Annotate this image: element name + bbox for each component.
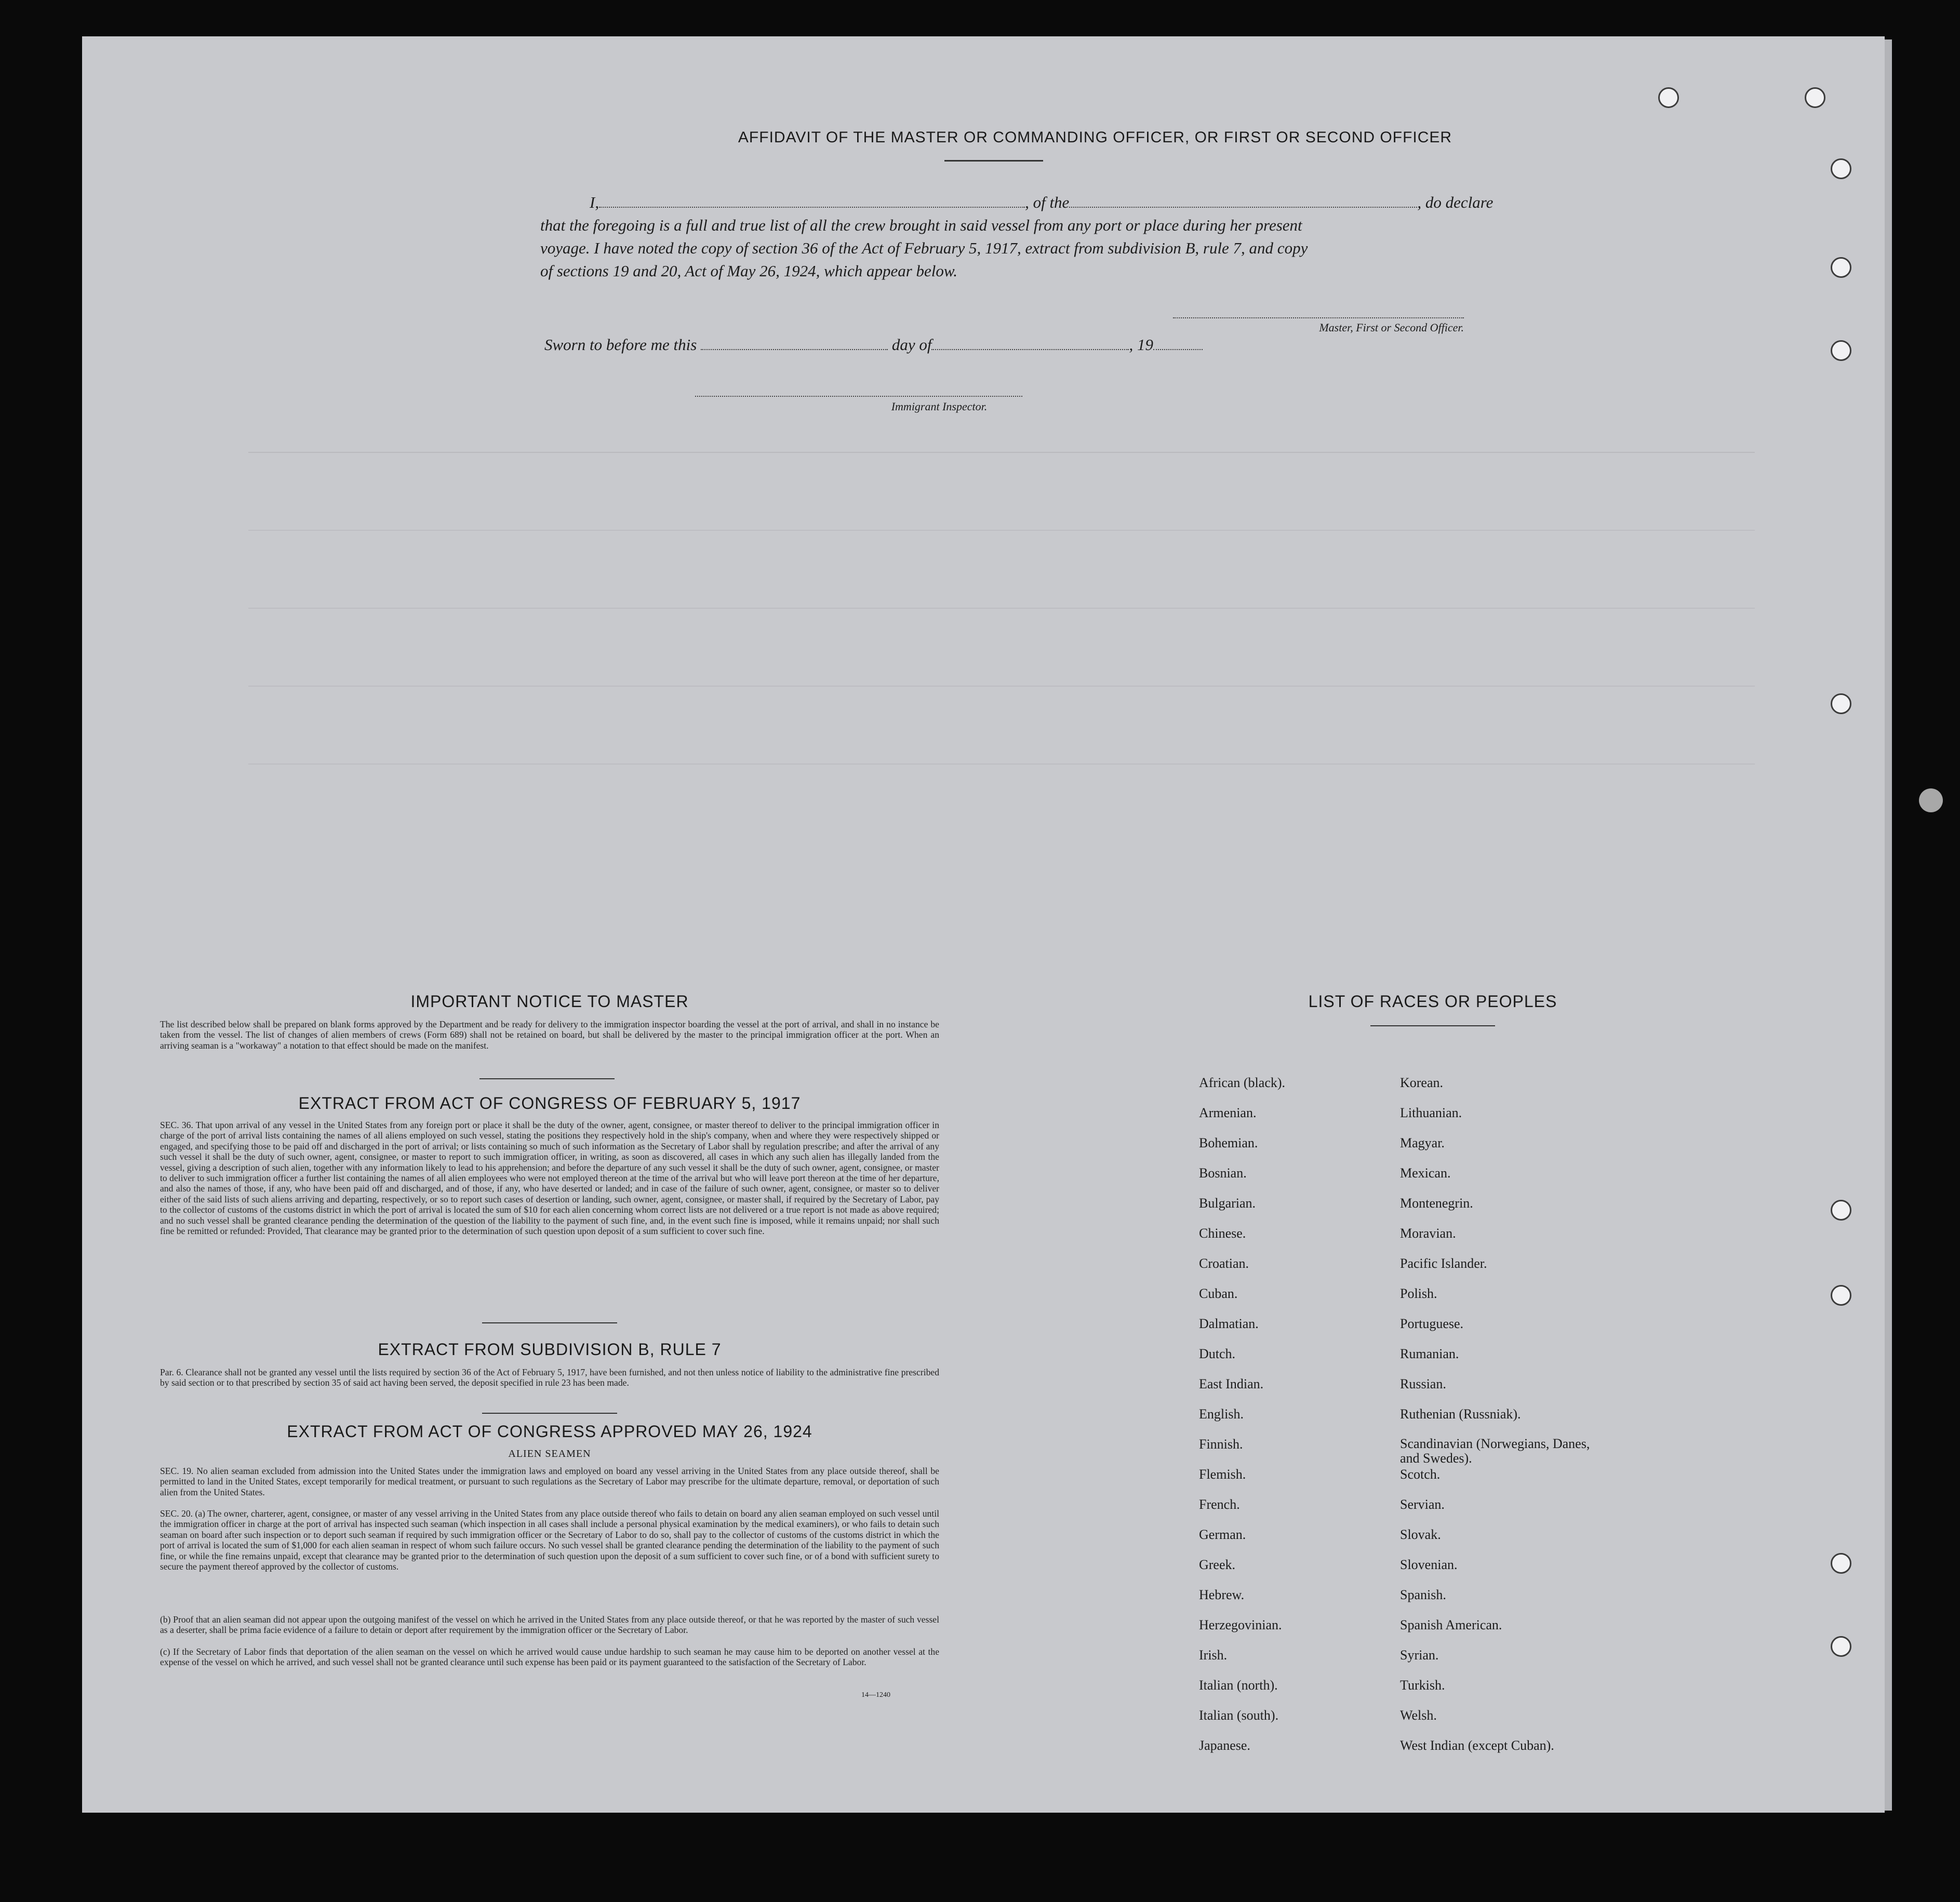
race-item: Chinese. <box>1199 1226 1246 1241</box>
binder-hole <box>1831 1285 1851 1306</box>
affidavit-line-1 <box>540 191 1493 214</box>
race-item: Mexican. <box>1400 1166 1451 1181</box>
race-item: Spanish. <box>1400 1587 1446 1602</box>
notice-text: The list described below shall be prepared on blank forms approved by the Department and be ready for delivery to the immigration inspector boarding the vessel at the port of arrival, and shall in no instance be taken from the vessel. The list of changes of alien members of crews (Form 689) shall not be retained on board, but shall be delivered by the master to the principal immigration officer at the port. When an arriving seaman is a "workaway" a notation to that effect should be made on the manifest. <box>160 1019 939 1051</box>
binder-hole <box>1831 1636 1851 1657</box>
race-item: Scotch. <box>1400 1467 1441 1482</box>
binder-hole <box>1831 1553 1851 1574</box>
race-item: Portuguese. <box>1400 1316 1464 1331</box>
binder-hole <box>1831 158 1851 179</box>
section-divider <box>482 1322 617 1323</box>
form-number: 14—1240 <box>861 1691 890 1699</box>
extract-1924-sec20c: (c) If the Secretary of Labor finds that deportation of the alien seaman on the vessel on which he arrived would cause undue hardship to such seaman he may cause him to be deported on another vessel at the expense of the vessel on which he arrived, and such vessel shall not be granted clearance until such expense has been paid or its payment guaranteed to the satisfaction of the Secretary of Labor. <box>160 1646 939 1668</box>
sworn-year-prefix: , 19 <box>1129 336 1153 354</box>
race-item: Armenian. <box>1199 1105 1257 1120</box>
section-divider <box>482 1413 617 1414</box>
officer-signature-line[interactable] <box>1173 317 1464 318</box>
sworn-month-blank[interactable] <box>931 336 1129 350</box>
race-item: Bulgarian. <box>1199 1196 1256 1211</box>
race-item: French. <box>1199 1497 1240 1512</box>
races-title: LIST OF RACES OR PEOPLES <box>1308 992 1557 1011</box>
extract-1917-title: EXTRACT FROM ACT OF CONGRESS OF FEBRUARY 5, 1917 <box>298 1094 801 1113</box>
punch-dot <box>1919 788 1943 812</box>
affidavit-i: I, <box>590 193 599 211</box>
race-item: Finnish. <box>1199 1437 1243 1452</box>
race-item: West Indian (except Cuban). <box>1400 1738 1554 1753</box>
race-item: Croatian. <box>1199 1256 1249 1271</box>
race-item: Polish. <box>1400 1286 1437 1301</box>
race-item: Turkish. <box>1400 1678 1445 1693</box>
affidavit-title: AFFIDAVIT OF THE MASTER OR COMMANDING OFFICER, OR FIRST OR SECOND OFFICER <box>738 129 1452 146</box>
race-item: Pacific Islander. <box>1400 1256 1487 1271</box>
race-item: German. <box>1199 1527 1246 1542</box>
binder-hole <box>1805 87 1825 108</box>
binder-hole <box>1831 257 1851 278</box>
binder-hole <box>1831 340 1851 361</box>
race-item: Moravian. <box>1400 1226 1456 1241</box>
sworn-day-of: day of <box>891 336 932 354</box>
show-through-mark <box>248 608 1755 609</box>
race-item: Ruthenian (Russniak). <box>1400 1407 1521 1422</box>
race-item: Herzegovinian. <box>1199 1617 1282 1632</box>
race-item: Slovak. <box>1400 1527 1441 1542</box>
race-item: Bohemian. <box>1199 1135 1258 1150</box>
race-item: Italian (south). <box>1199 1708 1279 1723</box>
race-item: Irish. <box>1199 1647 1228 1663</box>
race-item: Magyar. <box>1400 1135 1445 1150</box>
affidavit-of-the: , of the <box>1025 193 1070 211</box>
extract-rule7-title: EXTRACT FROM SUBDIVISION B, RULE 7 <box>378 1340 722 1359</box>
race-item: Greek. <box>1199 1557 1236 1572</box>
notice-title: IMPORTANT NOTICE TO MASTER <box>410 992 689 1011</box>
race-item: Rumanian. <box>1400 1346 1459 1361</box>
officer-signature-caption: Master, First or Second Officer. <box>1319 321 1464 334</box>
extract-1924-title: EXTRACT FROM ACT OF CONGRESS APPROVED MAY 26, 1924 <box>287 1422 812 1441</box>
race-item: Syrian. <box>1400 1647 1439 1663</box>
race-item: Cuban. <box>1199 1286 1238 1301</box>
inspector-signature-line[interactable] <box>695 396 1022 397</box>
affidavit-line-2: that the foregoing is a full and true list of all the crew brought in said vessel from any port or place during her present <box>540 216 1302 234</box>
extract-1924-sec20a: SEC. 20. (a) The owner, charterer, agent, consignee, or master of any vessel arriving in the United States from any place outside thereof who fails to detain on board any alien seaman employed on such vessel until the immigration officer in charge at the port of arrival has inspected such seaman (which inspection in all cases shall include a personal physical examination by the medical examiners), or who fails to detain such seaman on board after such inspection or to deport such seaman if required by such immigration officer or the Secretary of Labor to do so, shall pay to the collector of customs of the customs district in which the port of arrival is located the sum of $1,000 for each alien seaman in respect of whom such failure occurs. No such vessel shall be granted clearance pending the determination of the liability to the payment of such fine, or while the fine remains unpaid, except that clearance may be granted prior to the determination of such question upon the deposit of a sum sufficient to cover such fine, or of a bond with sufficient surety to secure the payment thereof approved by the collector of customs. <box>160 1508 939 1572</box>
name-blank[interactable] <box>599 193 1025 208</box>
affidavit-line-4: of sections 19 and 20, Act of May 26, 1924, which appear below. <box>540 262 958 280</box>
show-through-mark <box>248 452 1755 453</box>
binder-hole <box>1831 1200 1851 1221</box>
race-item: Russian. <box>1400 1376 1446 1391</box>
sworn-prefix: Sworn to before me this <box>544 336 697 354</box>
binder-hole <box>1658 87 1679 108</box>
page-edge <box>1885 39 1892 1811</box>
vessel-blank[interactable] <box>1069 193 1417 208</box>
extract-1924-subtitle: ALIEN SEAMEN <box>508 1448 591 1459</box>
race-item: Servian. <box>1400 1497 1445 1512</box>
sworn-day-blank[interactable] <box>701 336 888 350</box>
race-item: Spanish American. <box>1400 1617 1502 1632</box>
race-item: Italian (north). <box>1199 1678 1278 1693</box>
extract-1917-text: SEC. 36. That upon arrival of any vessel in the United States from any foreign port or place it shall be the duty of the owner, agent, consignee, or master thereof to deliver to the principal immigration officer in charge of the port of arrival lists containing the names of all aliens employed on such vessel, stating the positions they respectively hold in the ship's company, when and where they were respectively shipped or engaged, and specifying those to be paid off and discharged in the port of arrival; or lists containing so much of such information as the Secretary of Labor shall by regulation prescribe; and after the arrival of any such vessel it shall be the duty of such owner, agent, consignee, or master to report to such immigration officer, in writing, as soon as discovered, all cases in which any such alien has illegally landed from the vessel, giving a description of such alien, together with any information likely to lead to his apprehension; and before the departure of any such vessel it shall be the duty of such owner, agent, consignee, or master to deliver to such immigration officer a further list containing the names of all alien employees who were not employed thereon at the time of the arrival but who will leave port thereon at the time of her departure, and also the names of those, if any, who have been paid off and discharged, and of those, if any, who have deserted or landed; and in case of the failure of such owner, agent, consignee, or master so to deliver either of the said lists of such aliens arriving and departing, respectively, or so to report such cases of desertion or landing, such owner, agent, consignee, or master shall, if required by the Secretary of Labor, pay to the collector of customs of the customs district in which the port of arrival is located the sum of $10 for each alien concerning whom correct lists are not delivered or a true report is not made as above required; and no such vessel shall be granted clearance pending the determination of the question of the liability to the payment of such fine, and, in the event such fine is imposed, while it remains unpaid; nor shall such fine be remitted or refunded: Provided, That clearance may be granted prior to the determination of such question upon deposit of a sum sufficient to cover such fine. <box>160 1120 939 1237</box>
race-item: Scandinavian (Norwegians, Danes, and Swedes). <box>1400 1436 1590 1466</box>
races-left-column <box>1199 1075 1386 1768</box>
race-item: Japanese. <box>1199 1738 1250 1753</box>
extract-1924-sec19: SEC. 19. No alien seaman excluded from admission into the United States under the immigration laws and employed on board any vessel arriving in the United States from any place outside thereof, shall be permitted to land in the United States, except temporarily for medical treatment, or pursuant to such regulations as the Secretary of Labor may prescribe for the ultimate departure, removal, or deportation of such alien from the United States. <box>160 1466 939 1497</box>
race-item: Dutch. <box>1199 1346 1236 1361</box>
binder-hole <box>1831 693 1851 714</box>
extract-rule7-text: Par. 6. Clearance shall not be granted any vessel until the lists required by section 36 of the Act of February 5, 1917, have been furnished, and not then unless notice of liability to the administrative fine prescribed by said section or to that prescribed by section 35 of said act having been served, the deposit specified in rule 23 has been made. <box>160 1367 939 1388</box>
race-item: Korean. <box>1400 1075 1444 1090</box>
race-item: Flemish. <box>1199 1467 1246 1482</box>
show-through-mark <box>248 764 1755 765</box>
inspector-signature-caption: Immigrant Inspector. <box>891 400 988 413</box>
show-through-mark <box>248 530 1755 531</box>
affidavit-do-declare: , do declare <box>1417 193 1494 211</box>
race-item: Slovenian. <box>1400 1557 1458 1572</box>
race-item: English. <box>1199 1407 1244 1422</box>
race-item: Welsh. <box>1400 1708 1437 1723</box>
title-divider <box>944 160 1043 162</box>
races-divider <box>1370 1025 1495 1026</box>
race-item: East Indian. <box>1199 1376 1264 1391</box>
sworn-line <box>544 333 1203 356</box>
sworn-year-blank[interactable] <box>1153 336 1203 350</box>
affidavit-line-3: voyage. I have noted the copy of section 36 of the Act of February 5, 1917, extract from subdivision B, rule 7, and copy <box>540 239 1308 257</box>
document-page <box>82 36 1885 1813</box>
race-item: Lithuanian. <box>1400 1105 1462 1120</box>
race-item: African (black). <box>1199 1075 1286 1090</box>
show-through-mark <box>248 686 1755 687</box>
race-item: Bosnian. <box>1199 1166 1247 1181</box>
races-right-column <box>1400 1075 1608 1768</box>
race-item: Montenegrin. <box>1400 1196 1473 1211</box>
extract-1924-sec20b: (b) Proof that an alien seaman did not appear upon the outgoing manifest of the vessel on which he arrived in the United States from any place outside thereof, or that he was reported by the master of such vessel as a deserter, shall be prima facie evidence of a failure to detain or deport after requirement by the immigration officer or the Secretary of Labor. <box>160 1614 939 1636</box>
section-divider <box>479 1078 615 1079</box>
race-item: Dalmatian. <box>1199 1316 1259 1331</box>
race-item: Hebrew. <box>1199 1587 1245 1602</box>
